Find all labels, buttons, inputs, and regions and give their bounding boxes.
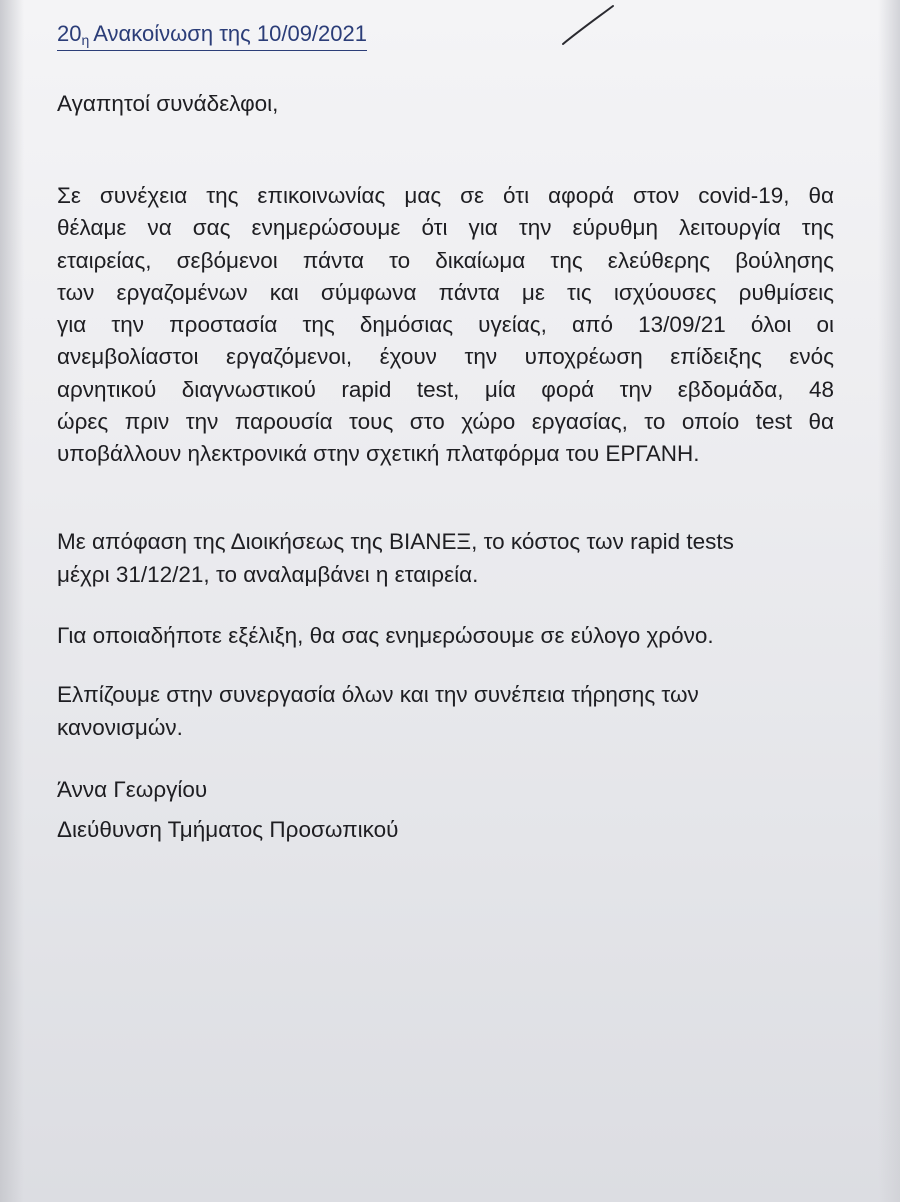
paragraph-line: των εργαζομένων και σύμφωνα πάντα με τις ισχύουσες ρυθμίσεις [57,279,834,305]
pen-stroke-mark [545,0,625,50]
paragraph-updates: Για οποιαδήποτε εξέλιξη, θα σας ενημερώσουμε σε εύλογο χρόνο. [57,623,714,648]
paragraph-line: για την προστασία της δημόσιας υγείας, από 13/09/21 όλοι οι [57,312,834,338]
paragraph-closing [57,678,857,744]
signature-name: Άννα Γεωργίου [57,777,208,802]
paragraph-line: υποβάλλουν ηλεκτρονικά στην σχετική πλατφόρμα του ΕΡΓΑΝΗ. [57,441,700,467]
paragraph-line: Ελπίζουμε στην συνεργασία όλων και την συνέπεια τήρησης των [57,682,699,707]
paragraph-line: ώρες πριν την παρουσία τους στο χώρο εργασίας, το οποίο test θα [57,409,834,435]
page-edge-shadow-left [0,0,24,1202]
paragraph-line: ανεμβολίαστοι εργαζόμενοι, έχουν την υποχρέωση επίδειξης ενός [57,344,834,370]
paragraph-cost-decision [57,525,857,591]
paragraph-line: θέλαμε να σας ενημερώσουμε ότι για την εύρυθμη λειτουργία της [57,215,834,241]
paragraph-line: μέχρι 31/12/21, το αναλαμβάνει η εταιρεία. [57,562,479,587]
paragraph-line: Με απόφαση της Διοικήσεως της ΒΙΑΝΕΞ, το κόστος των rapid tests [57,529,734,554]
paragraph-line: κανονισμών. [57,715,183,740]
greeting: Αγαπητοί συνάδελφοι, [57,91,279,116]
paragraph-line: αρνητικού διαγνωστικού rapid test, μία φορά την εβδομάδα, 48 [57,376,834,402]
announcement-number: 20 [57,21,82,46]
signature-title: Διεύθυνση Τμήματος Προσωπικού [57,817,399,842]
paragraph-line: εταιρείας, σεβόμενοι πάντα το δικαίωμα της ελεύθερης βούλησης [57,247,834,273]
announcement-title: Ανακοίνωση της 10/09/2021 [93,21,367,46]
announcement-number-suffix: η [81,32,90,48]
announcement-heading [57,20,367,51]
page-edge-shadow-right [878,0,900,1202]
paragraph-line: Σε συνέχεια της επικοινωνίας μας σε ότι αφορά στον covid-19, θα [57,183,834,208]
paragraph-covid-notice [57,180,834,471]
